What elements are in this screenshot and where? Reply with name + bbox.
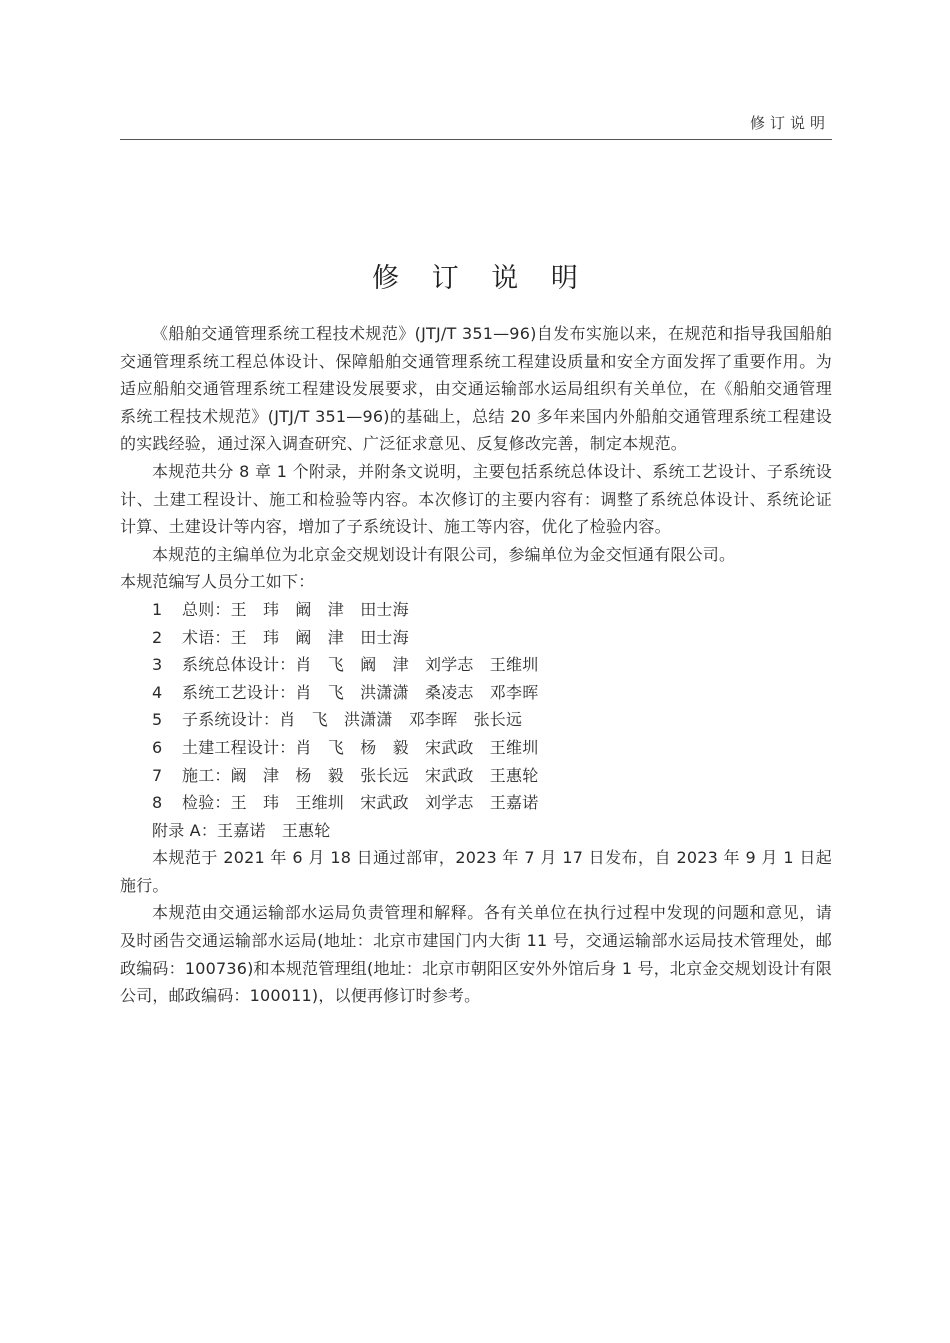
staff-item-4 [120,679,832,707]
staff-num: 3 [152,655,163,675]
staff-names: 阚 津 杨 毅 张长远 宋武政 王惠轮 [230,765,539,785]
staff-item-7 [120,762,832,790]
staff-chapter: 施工： [182,765,231,785]
paragraph-background: 《船舶交通管理系统工程技术规范》(JTJ/T 351—96)自发布实施以来，在规范和指导我国船舶交通管理系统工程总体设计、保障船舶交通管理系统工程建设质量和安全方面发挥了重要作用。为适应船舶交通管理系统工程建设发展要求，由交通运输部水运局组织有关单位，在《船舶交通管理系统工程技术规范》(JTJ/T 351—96)的基础上，总结 20 多年来国内外船舶交通管理系统工程建设的实践经验，通过深入调查研究、广泛征求意见、反复修改完善，制定本规范。 [120,324,832,454]
header-rule [120,139,832,140]
staff-num: 5 [152,710,163,730]
staff-num: 8 [152,793,163,813]
paragraph-dates: 本规范于 2021 年 6 月 18 日通过部审，2023 年 7 月 17 日发布，自 2023 年 9 月 1 日起施行。 [120,848,832,895]
staff-chapter: 检验： [182,793,231,813]
staff-names: 肖 飞 杨 毅 宋武政 王维圳 [295,737,539,757]
staff-chapter: 土建工程设计： [182,737,296,757]
staff-names: 肖 飞 洪潇潇 桑凌志 邓李晖 [295,682,539,702]
staff-item-5 [120,706,832,734]
appendix-names: 王嘉诺 王惠轮 [217,820,331,840]
staff-chapter: 术语： [182,627,231,647]
paragraph-contents: 本规范共分 8 章 1 个附录，并附条文说明，主要包括系统总体设计、系统工艺设计、子系统设计、土建工程设计、施工和检验等内容。本次修订的主要内容有：调整了系统总体设计、系统论证计算、土建设计等内容，增加了子系统设计、施工等内容，优化了检验内容。 [120,461,832,537]
staff-names: 肖 飞 洪潇潇 邓李晖 张长远 [279,710,523,730]
running-header-title: 修订说明 [749,114,830,132]
staff-names: 王 玮 王维圳 宋武政 刘学志 王嘉诺 [230,793,539,813]
staff-item-8 [120,789,832,817]
staff-list [120,596,832,817]
staff-names: 王 玮 阚 津 田士海 [230,627,409,647]
staff-item-1 [120,596,832,624]
staff-item-2 [120,624,832,652]
page-title: 修 订 说 明 [372,263,590,294]
staff-num: 6 [152,737,163,757]
staff-num: 2 [152,627,163,647]
document-body [120,320,832,1010]
staff-chapter: 总则： [182,599,231,619]
staff-names: 肖 飞 阚 津 刘学志 王维圳 [295,655,539,675]
staff-item-3 [120,651,832,679]
staff-names: 王 玮 阚 津 田士海 [230,599,409,619]
staff-chapter: 系统总体设计： [182,655,296,675]
appendix-chapter: 附录 A： [152,820,218,840]
staff-chapter: 系统工艺设计： [182,682,296,702]
paragraph-editors: 本规范的主编单位为北京金交规划设计有限公司，参编单位为金交恒通有限公司。 [152,544,736,564]
staff-num: 1 [152,599,163,619]
staff-chapter: 子系统设计： [182,710,280,730]
staff-num: 4 [152,682,163,702]
paragraph-management: 本规范由交通运输部水运局负责管理和解释。各有关单位在执行过程中发现的问题和意见，请及时函告交通运输部水运局(地址：北京市建国门内大街 11 号，交通运输部水运局技术管理处，邮政编码：100736)和本规范管理组(地址：北京市朝阳区安外外馆后身 1 号，北京金交规划设计有限公司，邮政编码：100011)，以便再修订时参考。 [120,903,832,1006]
staff-item-6 [120,734,832,762]
staff-num: 7 [152,765,163,785]
paragraph-staff-intro: 本规范编写人员分工如下： [120,572,315,592]
staff-appendix [120,817,832,845]
